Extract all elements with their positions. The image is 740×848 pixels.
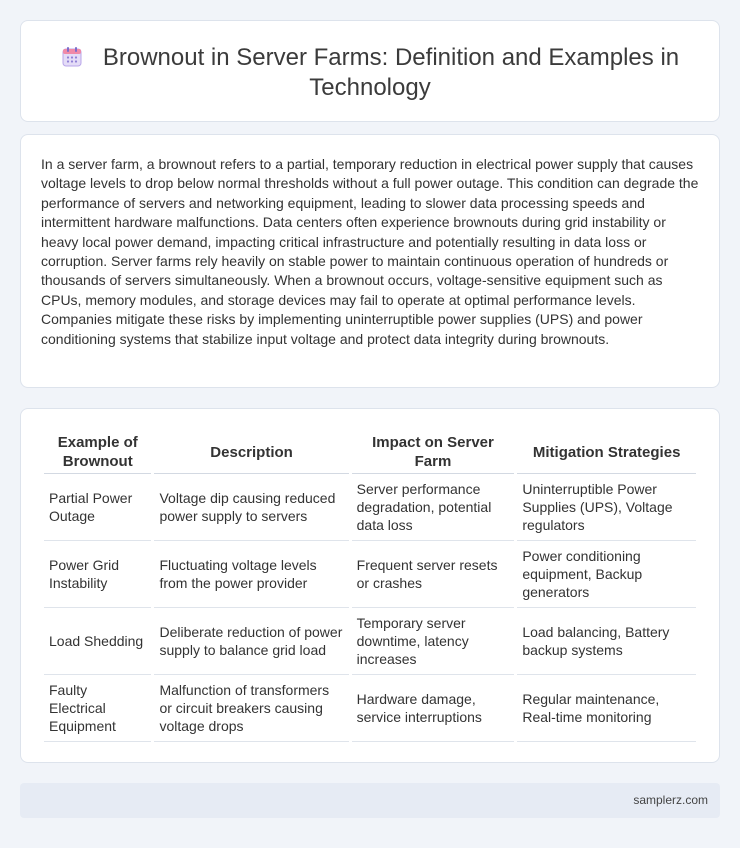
table-row bbox=[44, 608, 696, 675]
table-cell: Malfunction of transformers or circuit breakers causing voltage drops bbox=[154, 675, 348, 742]
page-title: Brownout in Server Farms: Definition and Examples in Technology bbox=[102, 44, 680, 101]
footer-source-link[interactable]: samplerz.com bbox=[633, 793, 708, 807]
brownout-table bbox=[41, 429, 699, 742]
table-cell: Power conditioning equipment, Backup generators bbox=[517, 541, 696, 608]
table-cell: Frequent server resets or crashes bbox=[352, 541, 515, 608]
column-header: Mitigation Strategies bbox=[517, 429, 696, 474]
table-cell: Faulty Electrical Equipment bbox=[44, 675, 151, 742]
table-cell: Voltage dip causing reduced power supply to servers bbox=[154, 474, 348, 541]
column-header: Description bbox=[154, 429, 348, 474]
table-cell: Regular maintenance, Real-time monitoring bbox=[517, 675, 696, 742]
table-cell: Deliberate reduction of power supply to balance grid load bbox=[154, 608, 348, 675]
table-cell: Hardware damage, service interruptions bbox=[352, 675, 515, 742]
column-header: Impact on Server Farm bbox=[352, 429, 515, 474]
table-card bbox=[20, 408, 720, 763]
intro-card bbox=[20, 134, 720, 388]
table-row bbox=[44, 675, 696, 742]
table-cell: Load balancing, Battery backup systems bbox=[517, 608, 696, 675]
intro-paragraph: In a server farm, a brownout refers to a partial, temporary reduction in electrical power supply that causes voltage levels to drop below normal thresholds without a full power outage. This condition can degrade the performance of servers and networking equipment, leading to slower data processing speeds and intermittent hardware malfunctions. Data centers often experience brownouts during grid instability or heavy local power demand, impacting critical infrastructure and potentially resulting in data loss or corruption. Server farms rely heavily on stable power to maintain continuous operation of hundreds or thousands of servers simultaneously. When a brownout occurs, voltage-sensitive equipment such as CPUs, memory modules, and storage devices may fail to operate at optimal performance levels. Companies mitigate these risks by implementing uninterruptible power supplies (UPS) and power conditioning systems that stabilize input voltage and protect data integrity during brownouts. bbox=[41, 156, 699, 347]
table-header-row bbox=[44, 429, 696, 474]
table-cell: Partial Power Outage bbox=[44, 474, 151, 541]
table-cell: Load Shedding bbox=[44, 608, 151, 675]
table-cell: Server performance degradation, potential data loss bbox=[352, 474, 515, 541]
table-cell: Temporary server downtime, latency increases bbox=[352, 608, 515, 675]
table-cell: Power Grid Instability bbox=[44, 541, 151, 608]
table-cell: Fluctuating voltage levels from the power provider bbox=[154, 541, 348, 608]
column-header: Example of Brownout bbox=[44, 429, 151, 474]
table-cell: Uninterruptible Power Supplies (UPS), Voltage regulators bbox=[517, 474, 696, 541]
table-row bbox=[44, 474, 696, 541]
title-card bbox=[20, 20, 720, 122]
calendar-icon bbox=[61, 46, 83, 68]
page-title-wrap bbox=[21, 43, 719, 103]
table-row bbox=[44, 541, 696, 608]
footer-bar bbox=[20, 783, 720, 818]
